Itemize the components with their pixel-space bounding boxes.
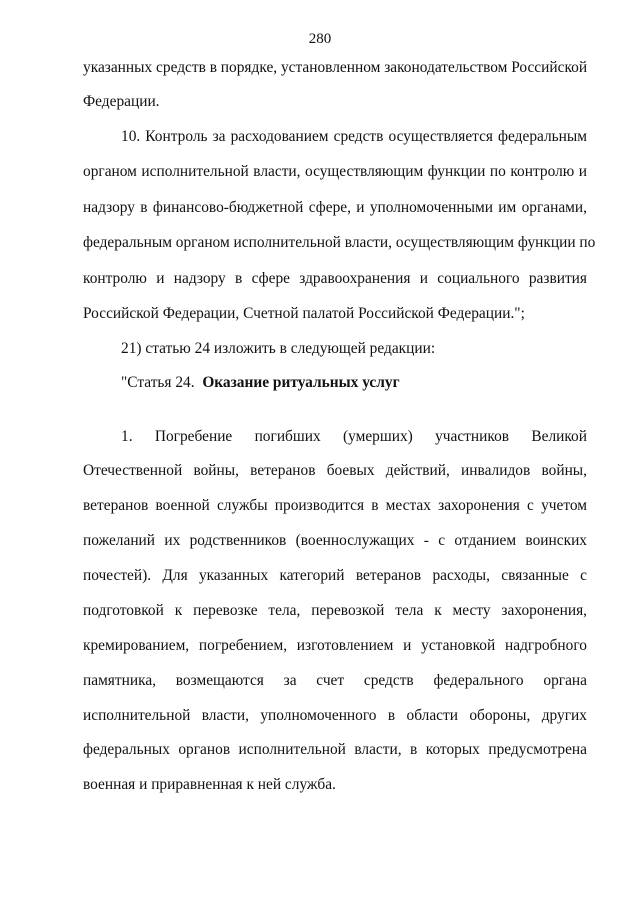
text-line: подготовкой к перевозке тела, перевозкой тела к месту захоронения, <box>83 602 587 619</box>
page-number: 280 <box>308 31 332 47</box>
text-line: 21) статью 24 изложить в следующей редакции: <box>121 340 436 357</box>
text-line: памятника, возмещаются за счет средств федерального органа <box>83 672 587 689</box>
text-line: пожеланий их родственников (военнослужащих - с отданием воинских <box>83 532 587 549</box>
text-line: контролю и надзору в сфере здравоохранения и социального развития <box>83 270 587 287</box>
text-line: Отечественной войны, ветеранов боевых действий, инвалидов войны, <box>83 462 587 479</box>
article-heading-title: Оказание ритуальных услуг <box>202 374 400 391</box>
text-line: указанных средств в порядке, установленном законодательством Российской <box>83 59 588 76</box>
text-line: 10. Контроль за расходованием средств осуществляется федеральным <box>121 128 587 145</box>
article-heading <box>121 373 587 393</box>
text-line: органом исполнительной власти, осуществляющим функции по контролю и <box>83 163 587 180</box>
article-heading-prefix: "Статья 24. <box>121 374 195 391</box>
text-line: исполнительной власти, уполномоченного в области обороны, других <box>83 707 587 724</box>
text-line: федеральных органов исполнительной власти, в которых предусмотрена <box>83 741 587 758</box>
text-line: Российской Федерации, Счетной палатой Российской Федерации."; <box>83 305 525 322</box>
text-line: надзору в финансово-бюджетной сфере, и уполномоченными им органами, <box>83 199 587 216</box>
text-line: федеральным органом исполнительной власти, осуществляющим функции по <box>83 234 596 251</box>
text-line: почестей). Для указанных категорий ветеранов расходы, связанные с <box>83 567 587 584</box>
text-line: военная и приравненная к ней служба. <box>83 776 336 793</box>
text-line: кремированием, погребением, изготовлением и установкой надгробного <box>83 637 587 654</box>
text-line: Федерации. <box>83 93 160 110</box>
text-line: 1. Погребение погибших (умерших) участников Великой <box>121 428 587 445</box>
text-line: ветеранов военной службы производится в местах захоронения с учетом <box>83 497 587 514</box>
